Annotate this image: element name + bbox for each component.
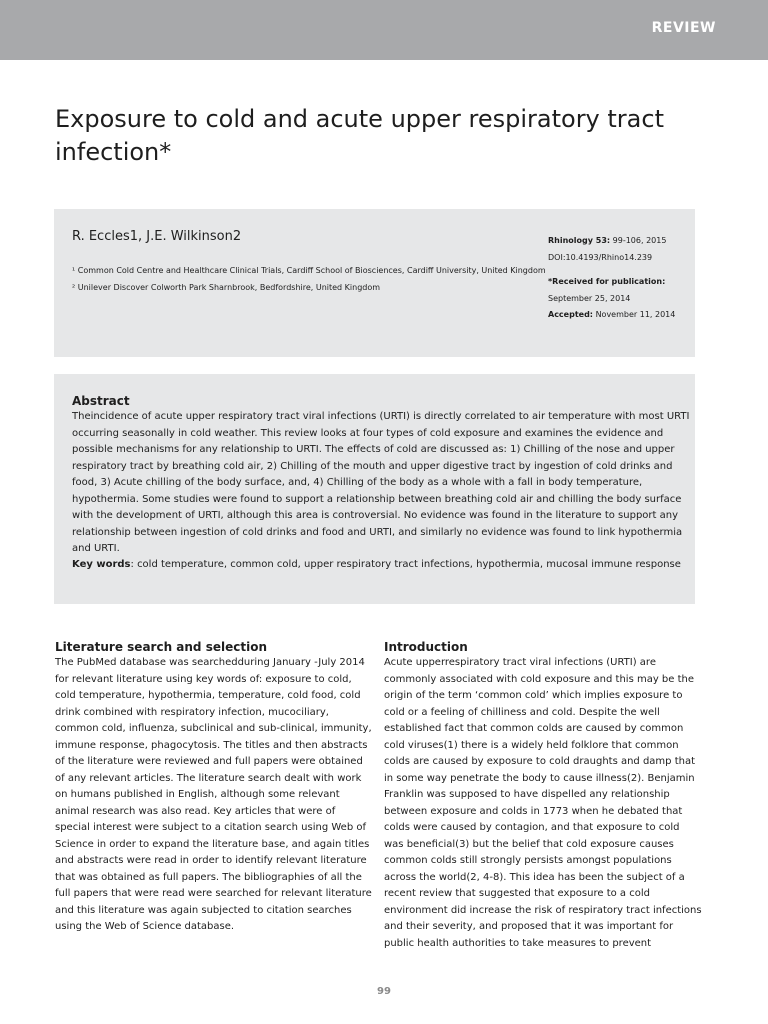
abstract-heading: Abstract: [72, 394, 130, 408]
journal-citation: Rhinology 53: 99-106, 2015: [548, 236, 667, 245]
keywords: [72, 557, 682, 573]
article-title: Exposure to cold and acute upper respiratory tract infection*: [55, 105, 664, 166]
page-number: 99: [377, 986, 391, 997]
affiliation-1: ¹ Common Cold Centre and Healthcare Clinical Trials, Cardiff School of Biosciences, Cardiff University, United Kingdom: [72, 266, 546, 275]
abstract-box: [54, 374, 695, 604]
header-bar: [0, 0, 768, 60]
author-list: R. Eccles1, J.E. Wilkinson2: [72, 229, 242, 244]
doi: DOI:10.4193/Rhino14.239: [548, 252, 653, 262]
literature-search-text: The PubMed database was searchedduring January -July 2014 for relevant literature using key words of: exposure to cold, cold temperature, hypothermia, temperature, cold food, cold drink combined with respiratory infection, mucociliary, common cold, influenza, subclinical and sub-clinical, immunity, immune response, phagocytosis. The titles and then abstracts of the literature were reviewed and full papers were obtained of any relevant articles. The literature search dealt with work on humans published in English, although some relevant animal research was also read. Key articles that were of special interest were subject to a citation search using Web of Science in order to expand the literature base, and again titles and abstracts were read in order to identify relevant literature that was obtained as full papers. The bibliographies of all the full papers that were read were searched for relevant literature and this literature was again subjected to citation searches using the Web of Science database.: [55, 657, 372, 932]
affiliation-2: ² Unilever Discover Colworth Park Sharnbrook, Bedfordshire, United Kingdom: [72, 283, 381, 292]
received-label: *Received for publication:: [548, 277, 666, 286]
received-date: September 25, 2014: [548, 293, 631, 303]
section-label: REVIEW: [651, 20, 716, 36]
introduction-text: Acute upperrespiratory tract viral infections (URTI) are commonly associated with cold exposure and this may be the origin of the term ‘common cold’ which implies exposure to cold or a feeling of chilliness and cold. Despite the well established fact that common colds are caused by common cold viruses(1) there is a widely held folklore that common colds are caused by exposure to cold draughts and damp that in some way penetrate the body to cause illness(2). Benjamin Franklin was supposed to have dispelled any relationship between exposure and colds in 1773 when he debated that colds were caused by contagion, and that exposure to cold was beneficial(3) but the belief that cold exposure causes common colds still strongly persists amongst populations across the world(2, 4-8). This idea has been the subject of a recent review that suggested that exposure to a cold environment did increase the risk of respiratory tract infections and their severity, and proposed that it was important for public health authorities to take measures to prevent: [384, 657, 702, 949]
keywords-list: : cold temperature, common cold, upper respiratory tract infections, hypothermia, mucosal immune response: [130, 559, 681, 570]
abstract-text: Theincidence of acute upper respiratory tract viral infections (URTI) is directly correlated to air temperature with most URTI occurring seasonally in cold weather. This review looks at four types of cold exposure and examines the evidence and possible mechanisms for any relationship to URTI. The effects of cold are discussed as: 1) Chilling of the nose and upper respiratory tract by breathing cold air, 2) Chilling of the mouth and upper digestive tract by ingestion of cold drinks and food, 3) Acute chilling of the body surface, and, 4) Chilling of the body as a whole with a fall in body temperature, hypothermia. Some studies were found to support a relationship between breathing cold air and chilling the body surface with the development of URTI, although this area is controversial. No evidence was found in the literature to support any relationship between ingestion of cold drinks and food and URTI, and similarly no evidence was found to link hypothermia and URTI.: [72, 411, 690, 554]
introduction-heading: Introduction: [384, 640, 468, 654]
accepted: Accepted: November 11, 2014: [548, 310, 676, 319]
author-info-box: [54, 209, 695, 357]
literature-search-heading: Literature search and selection: [55, 640, 267, 654]
publication-meta: [548, 233, 675, 324]
keywords-label: Key words: [72, 559, 131, 570]
